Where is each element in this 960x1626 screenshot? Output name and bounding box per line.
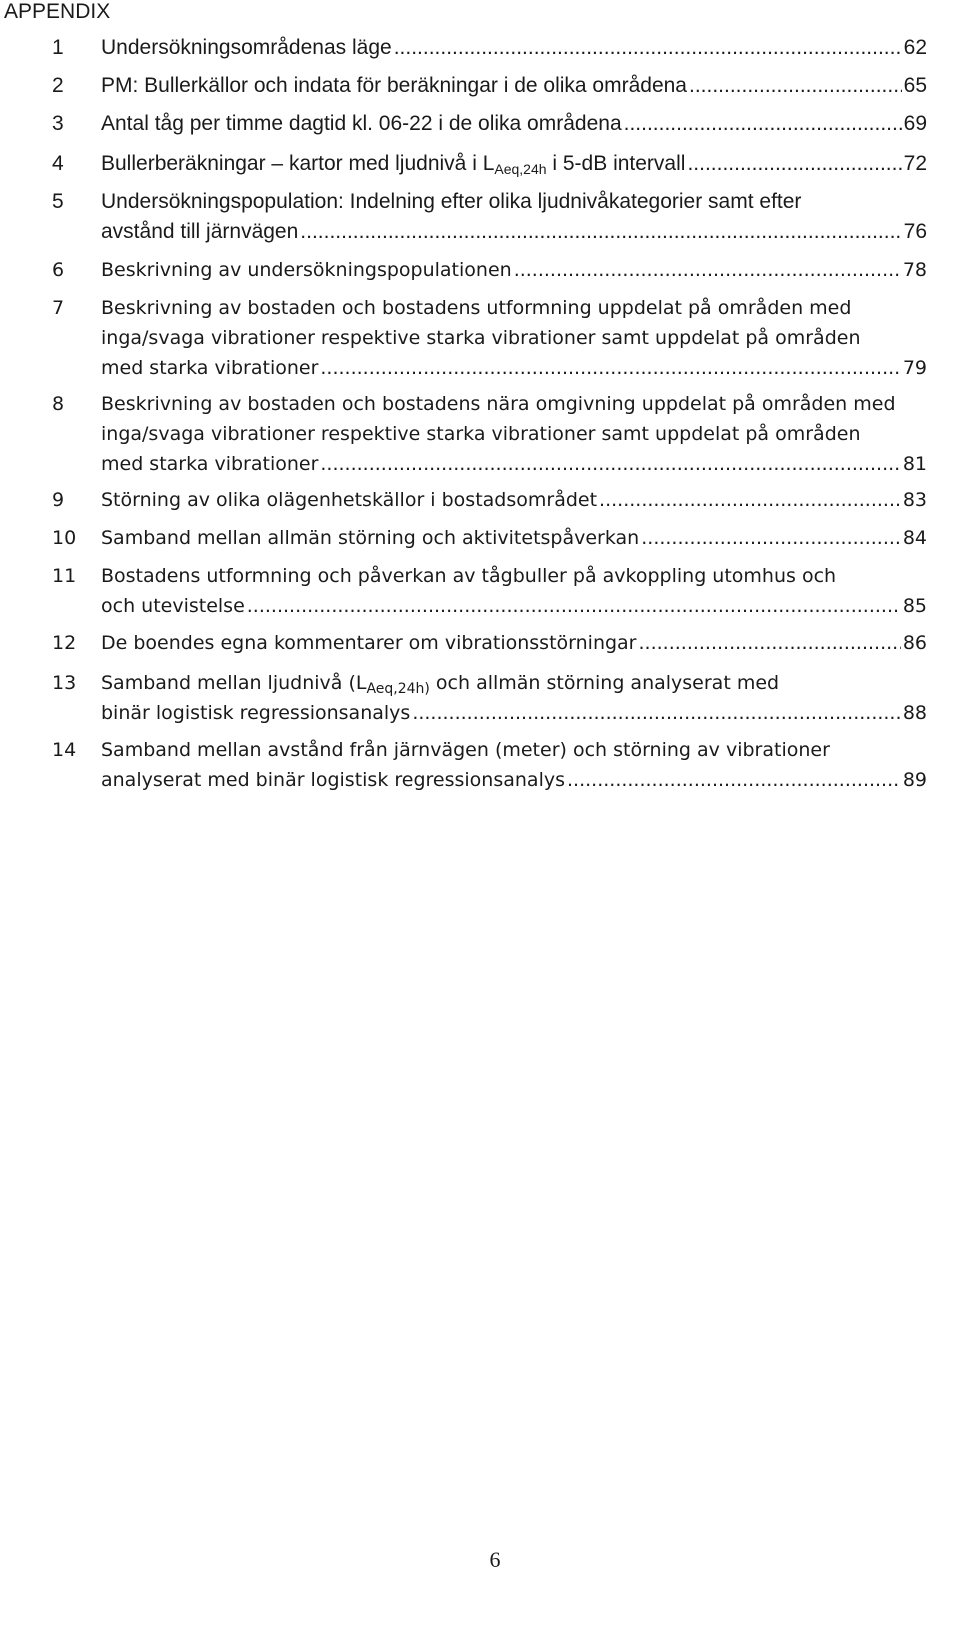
entry-page-number: 62 (903, 36, 927, 59)
entry-title-line: Beskrivning av bostaden och bostadens utformning uppdelat på områden med (101, 297, 852, 319)
entry-title-line: med starka vibrationer (101, 453, 319, 475)
entry-number: 6 (52, 259, 65, 281)
entry-title-line (101, 668, 779, 698)
entry-number: 4 (52, 152, 64, 175)
dot-leader (300, 217, 901, 247)
entry-number: 13 (52, 672, 77, 694)
entry-page-number: 65 (903, 74, 927, 97)
entry-title: PM: Bullerkällor och indata för beräkningar i de olika områdena (101, 74, 687, 97)
entry-number: 14 (52, 739, 77, 761)
appendix-heading: APPENDIX (4, 0, 111, 23)
entry-title-line: Samband mellan avstånd från järnvägen (meter) och störning av vibrationer (101, 739, 830, 761)
dot-leader (567, 765, 901, 795)
entry-page-number: 88 (902, 702, 927, 724)
entry-title: Samband mellan allmän störning och aktivitetspåverkan (101, 527, 640, 549)
entry-title-line: Undersökningspopulation: Indelning efter olika ljudnivåkategorier samt efter (101, 190, 802, 213)
entry-title-part: och allmän störning analyserat med (429, 672, 780, 694)
entry-title-part: Bullerberäkningar – kartor med ljudnivå i L (101, 152, 495, 175)
entry-page-number: 83 (902, 489, 927, 511)
entry-page-number: 81 (902, 453, 927, 475)
entry-number: 1 (52, 36, 64, 59)
entry-title: Störning av olika olägenhetskällor i bostadsområdet (101, 489, 598, 511)
entry-number: 8 (52, 393, 65, 415)
entry-page-number: 78 (902, 259, 927, 281)
entry-page-number: 69 (903, 112, 927, 135)
entry-page-number: 76 (903, 220, 927, 243)
dot-leader (624, 109, 902, 139)
entry-page-number: 72 (903, 152, 927, 175)
entry-number: 11 (52, 565, 77, 587)
page-number: 6 (489, 1547, 501, 1572)
entry-title-line: analyserat med binär logistisk regressionsanalys (101, 769, 565, 791)
entry-title: Antal tåg per timme dagtid kl. 06-22 i de olika områdena (101, 112, 622, 135)
entry-title: De boendes egna kommentarer om vibrationsstörningar (101, 632, 637, 654)
entry-title-part: i 5-dB intervall (546, 152, 686, 175)
subscript-aeq-24h: Aeq,24h (494, 161, 547, 177)
entry-title: Undersökningsområdenas läge (101, 36, 392, 59)
dot-leader (320, 353, 900, 383)
dot-leader (320, 449, 900, 479)
entry-number: 9 (52, 489, 65, 511)
entry-title-line: Bostadens utformning och påverkan av tågbuller på avkoppling utomhus och (101, 565, 837, 587)
entry-number: 2 (52, 74, 64, 97)
entry-title-line: inga/svaga vibrationer respektive starka vibrationer samt uppdelat på områden (101, 423, 861, 445)
dot-leader (247, 591, 901, 621)
entry-title: Beskrivning av undersökningspopulationen (101, 259, 512, 281)
dot-leader (687, 149, 901, 179)
entry-page-number: 79 (902, 357, 927, 379)
entry-page-number: 86 (902, 632, 927, 654)
entry-title-line: och utevistelse (101, 595, 245, 617)
dot-leader (599, 485, 901, 515)
entry-number: 3 (52, 112, 64, 135)
entry-number: 7 (52, 297, 65, 319)
entry-title-line: Beskrivning av bostaden och bostadens nära omgivning uppdelat på områden med (101, 393, 896, 415)
dot-leader (412, 698, 901, 728)
entry-number: 12 (52, 632, 77, 654)
entry-title-line: med starka vibrationer (101, 357, 319, 379)
entry-title-part: Samband mellan ljudnivå (L (101, 672, 367, 694)
entry-title-line: binär logistisk regressionsanalys (101, 702, 411, 724)
dot-leader (639, 628, 901, 658)
entry-number: 10 (52, 527, 77, 549)
entry-number: 5 (52, 190, 64, 213)
dot-leader (514, 255, 901, 285)
dot-leader (641, 523, 901, 553)
entry-title-line: avstånd till järnvägen (101, 220, 299, 243)
dot-leader (689, 71, 902, 101)
entry-page-number: 84 (902, 527, 927, 549)
entry-page-number: 85 (902, 595, 927, 617)
entry-page-number: 89 (902, 769, 927, 791)
entry-title (101, 149, 685, 179)
subscript-aeq-24h: Aeq,24h) (366, 681, 430, 697)
dot-leader (394, 33, 902, 63)
entry-title-line: inga/svaga vibrationer respektive starka vibrationer samt uppdelat på områden (101, 327, 861, 349)
